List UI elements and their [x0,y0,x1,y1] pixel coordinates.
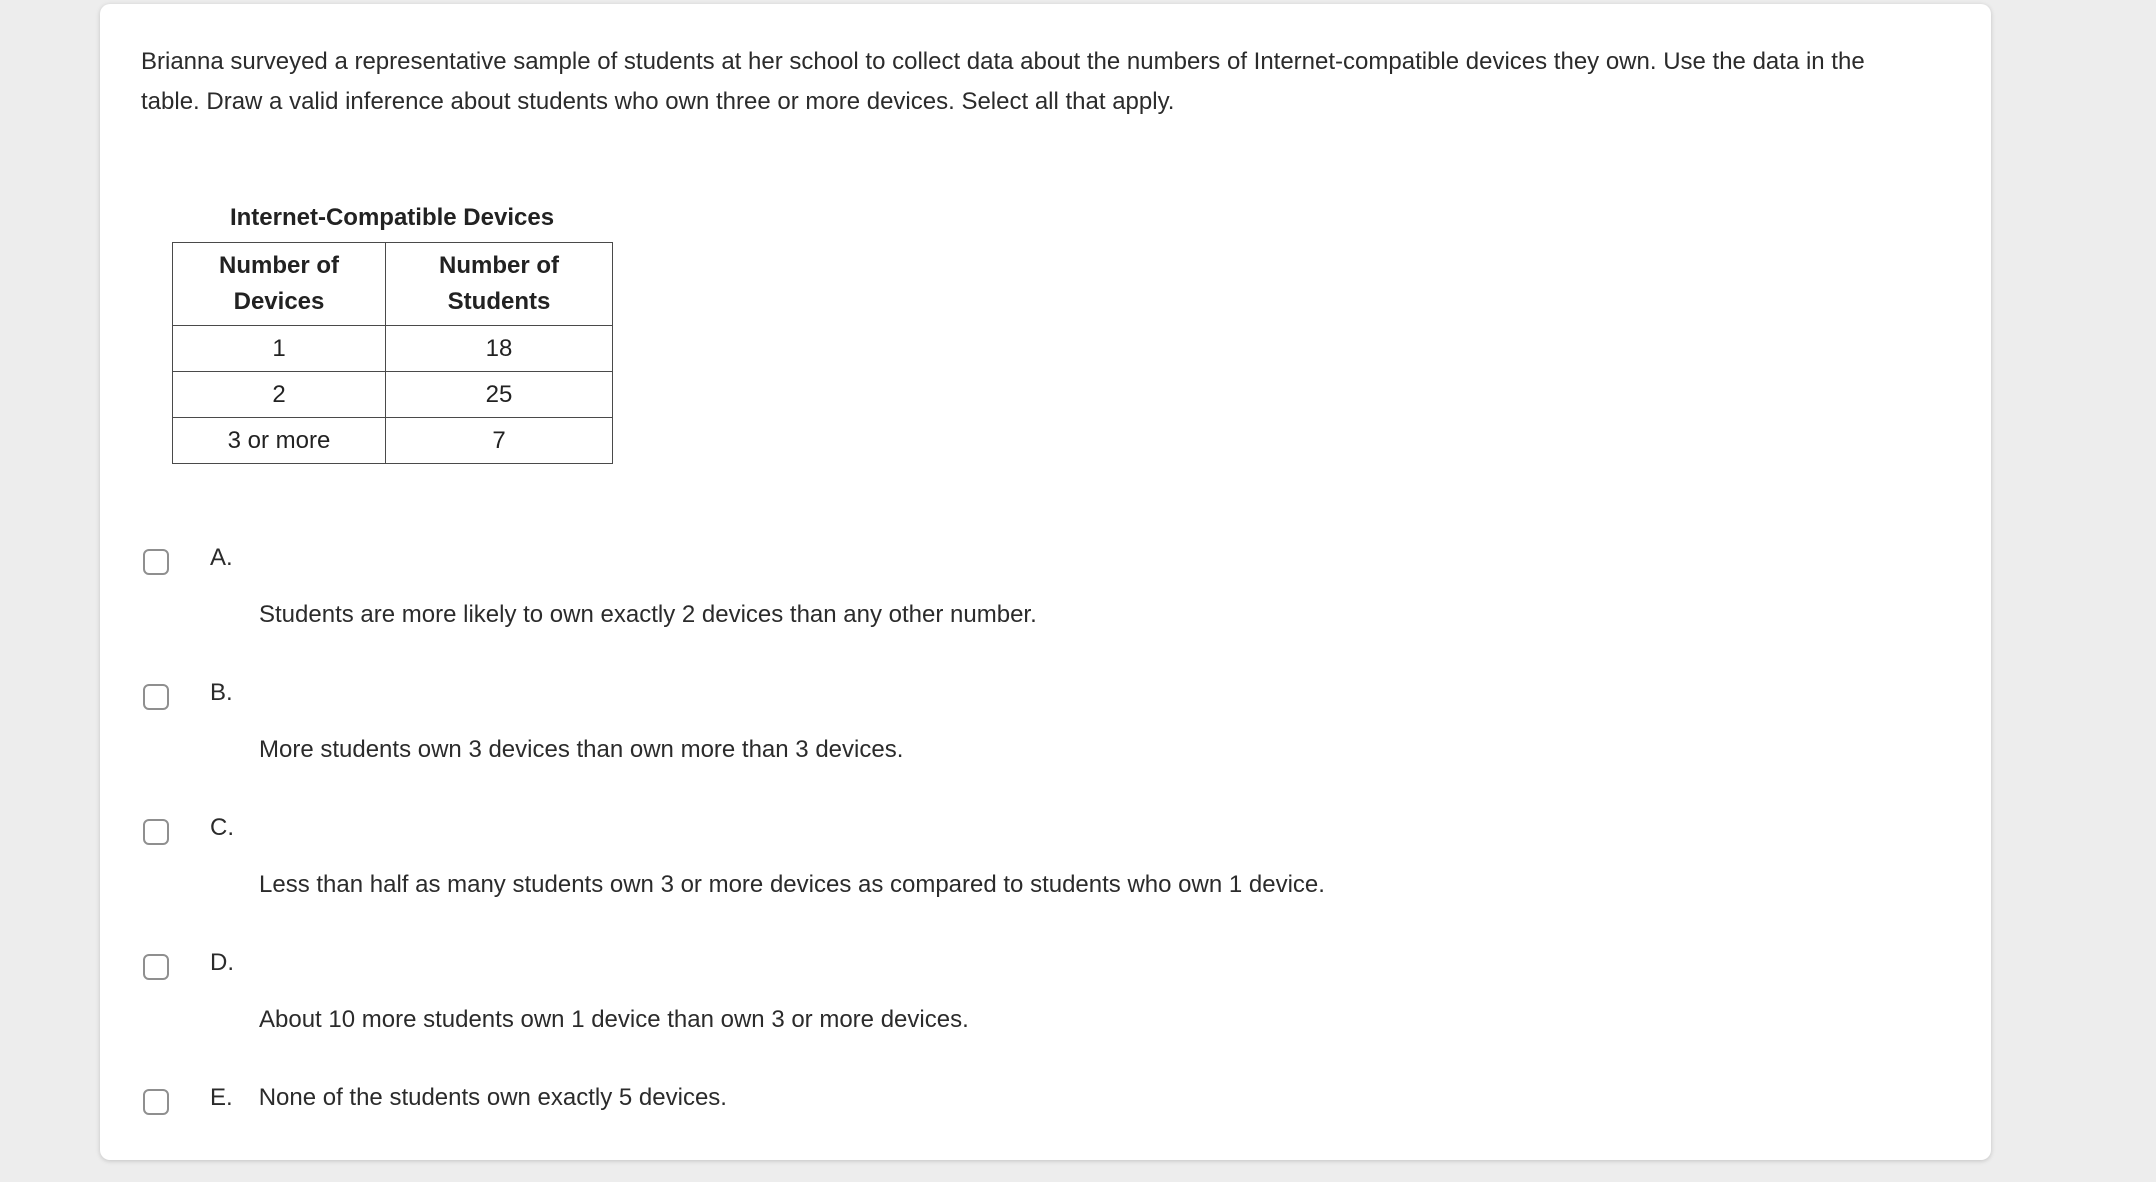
answer-options [143,542,1950,1115]
question-card [100,4,1991,1160]
table-cell-students: 18 [386,326,613,372]
option-a [143,542,1950,631]
question-text: Brianna surveyed a representative sample of students at her school to collect data about the numbers of Internet-compatible devices they own. Use the data in the table. Draw a valid inference about students who own three or more devices. Select all that apply. [141,48,1865,115]
table-row [173,326,613,372]
option-c-text: Less than half as many students own 3 or more devices as compared to students who own 1 device. [259,871,1325,898]
data-table-block [172,204,612,464]
option-e [143,1082,1950,1115]
option-d-text: About 10 more students own 1 device than own 3 or more devices. [259,1006,969,1033]
option-e-checkbox[interactable] [143,1089,169,1115]
column-header-devices: Number of Devices [173,243,386,326]
option-d-checkbox[interactable] [143,954,169,980]
table-row [173,418,613,464]
table-cell-devices: 3 or more [173,418,386,464]
option-e-label: E. [210,1084,233,1111]
table-cell-devices: 1 [173,326,386,372]
table-cell-devices: 2 [173,372,386,418]
option-a-checkbox[interactable] [143,549,169,575]
option-e-text: None of the students own exactly 5 devices. [258,1084,727,1111]
table-title: Internet-Compatible Devices [229,204,555,231]
option-b [143,677,1950,766]
option-c [143,812,1950,901]
table-header-row [173,243,613,326]
option-d [143,947,1950,1036]
option-c-checkbox[interactable] [143,819,169,845]
option-b-label: B. [210,679,233,706]
option-a-text: Students are more likely to own exactly 2 devices than any other number. [259,601,1037,628]
table-row [173,372,613,418]
option-a-label: A. [210,544,233,571]
column-header-students: Number of Students [386,243,613,326]
option-b-checkbox[interactable] [143,684,169,710]
option-d-label: D. [210,949,234,976]
table-cell-students: 25 [386,372,613,418]
devices-table [172,242,613,464]
option-b-text: More students own 3 devices than own more than 3 devices. [259,736,904,763]
option-c-label: C. [210,814,234,841]
table-cell-students: 7 [386,418,613,464]
